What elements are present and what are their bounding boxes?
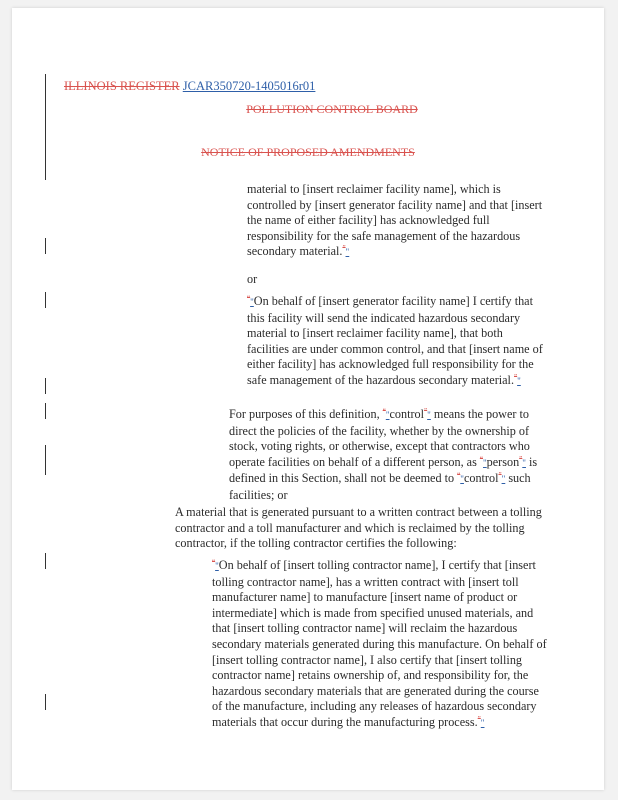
inserted-quote: " [482, 457, 487, 468]
inserted-quote: " [522, 457, 526, 468]
struck-quote: ” [519, 454, 523, 463]
paragraph-tolling-contract [175, 505, 547, 552]
struck-quote: ” [424, 406, 428, 415]
struck-quote: ” [514, 372, 518, 381]
board-struck-text: POLLUTION CONTROL BOARD [246, 102, 418, 116]
paragraph-control-definition [229, 407, 552, 504]
paragraph-text: On behalf of [insert generator facility name] I certify that this facility will send the indicated hazardous secondary material to [insert reclaimer facility name], that both facilities are under common control, and that [insert name of either facility] has acknowledged full responsibility for the safe management of the hazardous secondary material. [247, 294, 543, 387]
paragraph-tolling-certification [212, 558, 552, 732]
defined-term: person [486, 454, 520, 469]
struck-quote: ” [498, 471, 502, 480]
paragraph-text: For purposes of this definition, [229, 407, 383, 421]
register-struck-text: ILLINOIS REGISTER [64, 79, 180, 93]
paragraph-continuation [247, 182, 547, 261]
change-bar [45, 74, 46, 180]
change-bar [45, 694, 46, 710]
paragraph-text: material to [insert reclaimer facility name], which is controlled by [insert generator facility name] and that [insert the name of either facility] has acknowledged full responsibility for the safe management of the hazardous secondary material. [247, 182, 543, 259]
paragraph-text: A material that is generated pursuant to a written contract between a tolling contractor and a toll manufacturer and which is reclaimed by the tolling contractor, if the tolling contractor certifies the following: [175, 505, 542, 551]
paragraph-certification-common-control [247, 294, 547, 390]
paragraph-text: means the power to direct the policies of the facility, whether by the ownership of stock, voting rights, or otherwise, except that contractors who operate facilities on behalf of a different person, as [229, 407, 530, 469]
change-bar [45, 445, 46, 475]
change-bar [45, 403, 46, 419]
inserted-quote: " [501, 474, 506, 485]
notice-header [12, 145, 604, 160]
document-page [12, 8, 604, 790]
change-bar [45, 553, 46, 569]
defined-term: control [389, 407, 425, 421]
change-bar [45, 238, 46, 254]
paragraph-text: such facilities; or [229, 471, 531, 502]
struck-quote: “ [247, 293, 251, 302]
inserted-quote: " [345, 247, 350, 258]
struck-quote: “ [479, 454, 483, 463]
inserted-quote: " [427, 410, 431, 420]
inserted-quote: " [517, 375, 521, 386]
board-header [12, 102, 604, 117]
change-bar [45, 292, 46, 308]
defined-term: control [463, 471, 499, 486]
inserted-quote: " [480, 717, 485, 728]
paragraph-or [247, 272, 257, 288]
notice-struck-text: NOTICE OF PROPOSED AMENDMENTS [201, 145, 415, 159]
struck-quote: “ [212, 557, 216, 566]
inserted-quote: " [460, 474, 464, 485]
inserted-quote: " [215, 561, 219, 571]
change-bar [45, 378, 46, 394]
inserted-quote: " [385, 410, 390, 420]
struck-quote: “ [382, 406, 386, 415]
inserted-quote: " [250, 297, 254, 307]
or-text: or [247, 272, 258, 286]
struck-quote: “ [457, 471, 461, 480]
register-inserted-text: JCAR350720-1405016r01 [182, 79, 316, 93]
struck-quote: ” [342, 244, 346, 253]
register-header [64, 79, 315, 94]
struck-quote: ” [477, 714, 481, 723]
paragraph-text: On behalf of [insert tolling contractor name], I certify that [insert tolling contractor name], has a written contract with [insert toll manufacturer name] to manufacture [insert name of product or intermediate] which is made from specified unused materials, and that [insert tolling contractor name] will reclaim the hazardous secondary materials generated during this manufacture. On behalf of [insert tolling contractor name], I also certify that [insert tolling contractor name] retains ownership of, and responsibility for, the hazardous secondary materials that are generated during the course of the manufacture, including any releases of hazardous secondary materials that occur during the manufacturing process. [212, 558, 547, 729]
paragraph-text: is defined in this Section, shall not be deemed to [229, 454, 538, 486]
